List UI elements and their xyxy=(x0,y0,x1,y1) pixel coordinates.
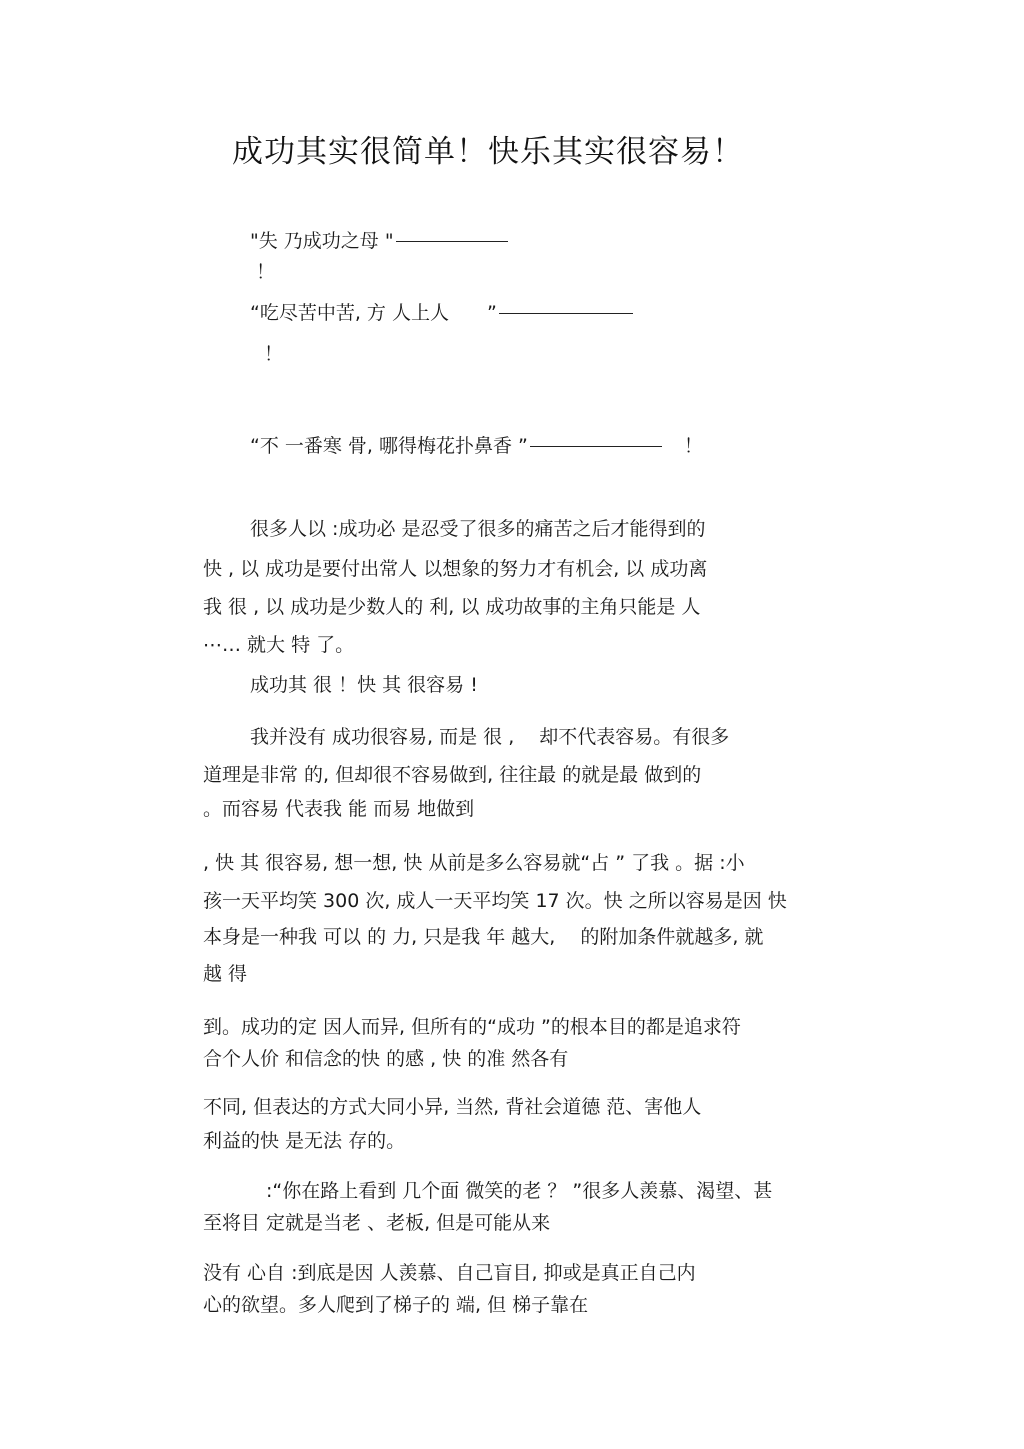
body-line-9: , 快 其 很容易, 想一想, 快 从前是多么容易就“占 ” 了我 。据 :小 xyxy=(203,852,745,874)
body-line-12: 越 得 xyxy=(203,963,248,985)
body-line-18: 至将目 定就是当老 、老板, 但是可能从来 xyxy=(203,1212,551,1234)
body-line-20: 心的欲望。多人爬到了梯子的 端, 但 梯子靠在 xyxy=(203,1294,589,1316)
quote-1-line-1 xyxy=(250,232,508,251)
quote-1-line-2: ！ xyxy=(256,261,276,283)
body-line-5: 成功其 很 ！快 其 很容易 ! xyxy=(250,674,478,696)
body-line-17: :“你在路上看到 几个面 微笑的老 ？ ”很多人羡慕、渴望、甚 xyxy=(266,1180,773,1202)
quote-2-dash xyxy=(499,313,633,314)
body-line-2: 快 , 以 成功是要付出常人 以想象的努力才有机会, 以 成功离 xyxy=(203,558,708,580)
body-line-7: 道理是非常 的, 但却很不容易做到, 往往最 的就是最 做到的 xyxy=(203,764,702,786)
body-line-13: 到。成功的定 因人而异, 但所有的“成功 ”的根本目的都是追求符 xyxy=(203,1016,741,1038)
body-line-6: 我并没有 成功很容易, 而是 很 , 却不代表容易。有很多 xyxy=(250,726,730,748)
quote-1-text: "失 乃成功之母 " xyxy=(250,230,394,252)
body-line-10: 孩一天平均笑 300 次, 成人一天平均笑 17 次。快 之所以容易是因 快 xyxy=(203,890,787,912)
quote-3-line xyxy=(250,437,703,456)
document-title: 成功其实很简单！快乐其实很容易！ xyxy=(232,134,744,170)
body-line-15: 不同, 但表达的方式大同小异, 当然, 背社会道德 范、害他人 xyxy=(203,1096,702,1118)
body-line-3: 我 很 , 以 成功是少数人的 利, 以 成功故事的主角只能是 人 xyxy=(203,596,701,618)
body-line-16: 利益的快 是无法 存的。 xyxy=(203,1130,406,1152)
quote-3-dash xyxy=(530,446,662,447)
body-line-1: 很多人以 :成功必 是忍受了很多的痛苦之后才能得到的 xyxy=(250,518,706,540)
body-line-8: 。而容易 代表我 能 而易 地做到 xyxy=(203,798,475,820)
body-line-11: 本身是一种我 可以 的 力, 只是我 年 越大, 的附加条件就越多, 就 xyxy=(203,926,764,948)
quote-1-dash xyxy=(396,241,508,242)
quote-3-exclaim: ！ xyxy=(683,435,703,457)
quote-2-line-1 xyxy=(250,304,633,323)
body-line-4: ⋯… 就大 特 了。 xyxy=(203,634,355,656)
quote-2-line-2: ！ xyxy=(264,343,284,365)
body-line-14: 合个人价 和信念的快 的感 , 快 的准 然各有 xyxy=(203,1048,569,1070)
quote-3-text: “不 一番寒 骨, 哪得梅花扑鼻香 ” xyxy=(250,435,528,457)
body-line-19: 没有 心自 :到底是因 人羡慕、自己盲目, 抑或是真正自己内 xyxy=(203,1262,696,1284)
quote-2-text: “吃尽苦中苦, 方 人上人 ” xyxy=(250,302,497,324)
